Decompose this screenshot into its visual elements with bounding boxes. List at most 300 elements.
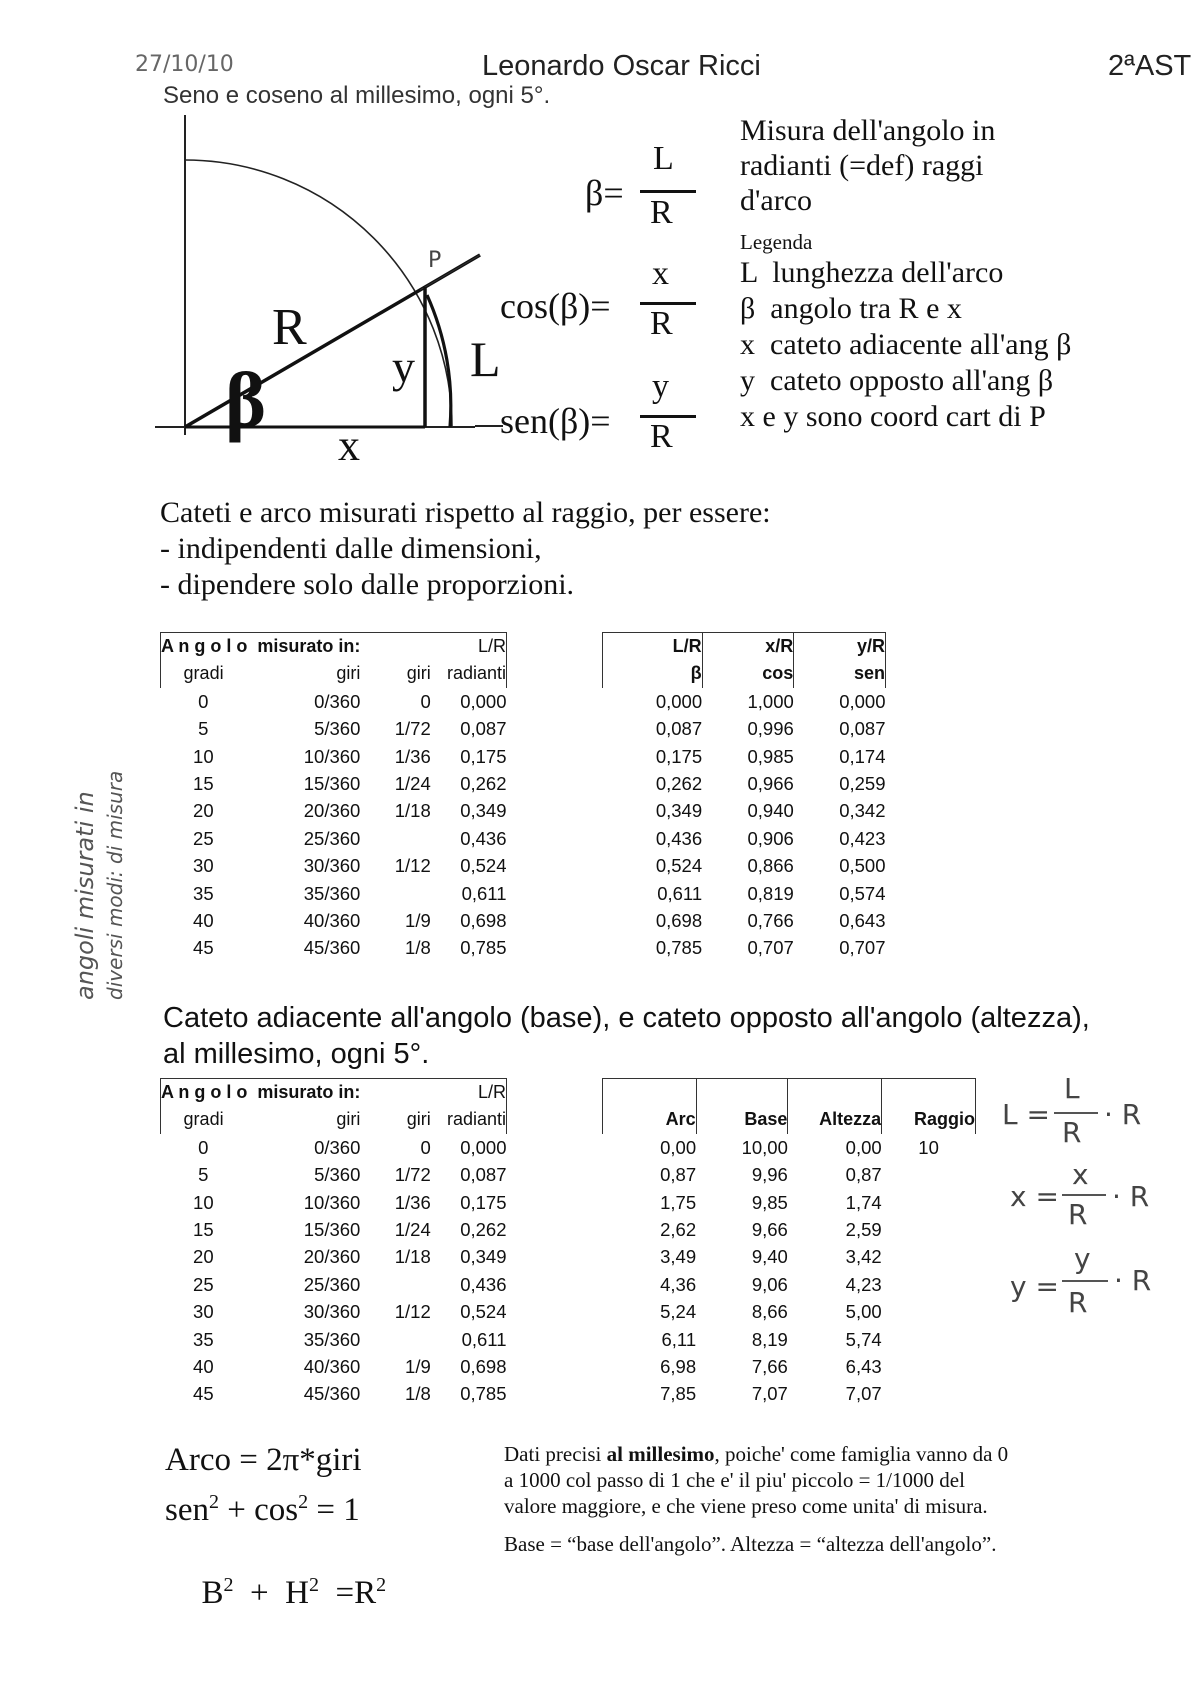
table-cell: 0 [420, 1136, 431, 1158]
table-row [603, 934, 886, 961]
hand-L-lhs: L = [1002, 1098, 1050, 1131]
angles-title-lr: L/R [431, 633, 507, 661]
table-cell: 6,11 [661, 1328, 697, 1350]
table-cell: 2,62 [660, 1219, 697, 1241]
col2-header-giri-2: giri [406, 1109, 431, 1130]
id-R-exp: 2 [376, 1574, 387, 1596]
table-row [161, 1353, 507, 1380]
angles2-table-title [161, 1079, 361, 1107]
hand-formula-L [1002, 1072, 1182, 1152]
raggio-cell [882, 1243, 976, 1270]
ratio-header-xr [702, 633, 794, 661]
table-cell: 30/360 [303, 1301, 361, 1323]
table-cell: 45/360 [303, 937, 361, 959]
label-beta: β [225, 356, 267, 443]
margin-note-line-1: angoli misurati in [71, 791, 99, 1000]
table-cell: 1/24 [394, 1219, 431, 1241]
angles-title-a: A n g o l o [161, 636, 248, 656]
note-line-2: a 1000 col passo di 1 che e' il piu' piccolo = 1/1000 del [504, 1468, 965, 1492]
ratio-header-cos [702, 660, 794, 687]
table-cell: 0/360 [314, 690, 361, 712]
table-cell: 0,643 [839, 910, 886, 932]
table-cell: 10 [193, 1191, 214, 1213]
hand-formula-x [1010, 1158, 1180, 1238]
table-cell: 0,707 [839, 937, 886, 959]
ratio-header-xr-text: x/R [765, 636, 794, 656]
ratios-table [602, 632, 886, 962]
formula-beta-lhs: β= [585, 173, 624, 213]
table-row [161, 715, 507, 742]
hand-y-num: y [1074, 1242, 1091, 1275]
table-cell: 1,000 [747, 690, 794, 712]
raggio-cell [882, 1216, 976, 1243]
ratio-header-beta [603, 660, 703, 687]
table-cell: 0,906 [747, 827, 794, 849]
table-cell: 15 [193, 1219, 214, 1241]
angles-table-2-body [161, 1134, 507, 1408]
table-cell [360, 825, 430, 852]
sizes-header-arc-text: Arc [665, 1109, 696, 1130]
angles2-empty-cell [360, 1079, 430, 1107]
table-row [603, 715, 886, 742]
formula-cos-den: R [650, 305, 673, 342]
angles-table-2 [160, 1078, 507, 1408]
table-cell: 5 [198, 718, 209, 740]
table-cell: 7,85 [660, 1383, 697, 1405]
definition-line-3: d'arco [740, 184, 813, 217]
table-cell: 0,866 [747, 855, 794, 877]
sizes-header-empty-3 [788, 1079, 882, 1107]
table-cell: 0,785 [460, 1383, 507, 1405]
angles-table-body [161, 688, 507, 962]
sizes-header-raggio [882, 1106, 976, 1133]
table-row [161, 1380, 507, 1407]
table-cell: 0,500 [839, 855, 886, 877]
class-label: 2ªAST [1108, 50, 1192, 82]
table-cell: 0,611 [657, 882, 703, 904]
label-R: R [272, 299, 307, 356]
sizes-header-empty-1 [603, 1079, 697, 1107]
table-cell: 8,66 [751, 1301, 788, 1323]
page-subtitle: Seno e coseno al millesimo, ogni 5°. [163, 82, 551, 109]
table-row [603, 1298, 976, 1325]
sizes-table [602, 1078, 976, 1408]
table-row [603, 907, 886, 934]
legend-item-x: x cateto adiacente all'ang β [740, 328, 1072, 361]
col-header-radianti: radianti [431, 660, 507, 687]
angles-title-b: misurato in: [257, 636, 361, 656]
legend-item-y: y cateto opposto all'ang β [740, 364, 1054, 397]
table-cell: 0,698 [460, 1356, 507, 1378]
id-R: =R [318, 1575, 377, 1611]
table-cell: 40/360 [303, 1356, 361, 1378]
sizes-header-base-text: Base [744, 1109, 788, 1130]
table-cell: 1/12 [394, 855, 431, 877]
table-row [603, 1189, 976, 1216]
table-cell: 45 [193, 1383, 214, 1405]
table-cell [360, 1326, 430, 1353]
table-cell: 0,985 [747, 745, 794, 767]
table-cell: 0,766 [747, 910, 794, 932]
intro-line-3: - dipendere solo dalle proporzioni. [160, 568, 575, 601]
table-row [161, 907, 507, 934]
hand-L-mul: · R [1104, 1098, 1142, 1131]
table-row [603, 1380, 976, 1407]
table-cell: 0,349 [655, 800, 703, 822]
table-cell: 0,436 [460, 827, 507, 849]
ratio-header-cos-text: cos [762, 663, 794, 684]
angles2-title-lr: L/R [431, 1079, 507, 1107]
table-cell: 9,85 [751, 1191, 788, 1213]
table-cell: 1/18 [394, 1246, 431, 1268]
arc-L-segment [427, 295, 451, 427]
table-cell: 1/36 [394, 1191, 431, 1213]
table-row [603, 743, 886, 770]
table-cell: 0,707 [747, 937, 794, 959]
table-cell: 10 [193, 745, 214, 767]
table-cell: 0,436 [460, 1273, 507, 1295]
table-row [603, 880, 886, 907]
definition-line-2: radianti (=def) raggi [740, 149, 984, 182]
table-cell: 1/8 [405, 937, 431, 959]
table-cell: 0,175 [460, 745, 507, 767]
formula-beta-bar [640, 190, 696, 193]
angles-empty-cell [360, 633, 430, 661]
table-cell: 0,000 [460, 690, 507, 712]
angles2-title-a: A n g o l o [161, 1082, 248, 1102]
raggio-cell [882, 1380, 976, 1407]
id-B: B [201, 1575, 224, 1611]
table-cell: 10/360 [303, 1191, 361, 1213]
hand-x-den: R [1068, 1198, 1088, 1231]
label-y: y [392, 341, 415, 392]
table-cell: 45 [193, 937, 214, 959]
table-row [603, 1161, 976, 1188]
intro-line-1: Cateti e arco misurati rispetto al raggio, per essere: [160, 496, 771, 529]
formula-cos-lhs: cos(β)= [500, 286, 611, 326]
hand-y-lhs: y = [1010, 1270, 1059, 1303]
table-cell: 0,000 [655, 690, 703, 712]
col-header-giri-1: giri [336, 663, 361, 684]
sizes-header-empty-4 [882, 1079, 976, 1107]
table-row [603, 797, 886, 824]
table-row [161, 1189, 507, 1216]
table-cell: 1/8 [405, 1383, 431, 1405]
sizes-header-altezza-text: Altezza [819, 1109, 882, 1130]
table-row [161, 688, 507, 715]
table-cell: 40 [193, 1356, 214, 1378]
raggio-cell [882, 1161, 976, 1188]
table-row [603, 1243, 976, 1270]
table-cell: 5/360 [314, 1164, 361, 1186]
table-cell: 0,000 [839, 690, 886, 712]
table-cell: 35 [193, 1328, 214, 1350]
table-cell: 30 [193, 1301, 214, 1323]
table-cell: 0,259 [839, 773, 886, 795]
table-cell: 25/360 [303, 1273, 361, 1295]
table-cell: 0,349 [460, 1246, 507, 1268]
table-cell: 15/360 [303, 773, 361, 795]
table-cell: 40/360 [303, 910, 361, 932]
table-cell: 2,59 [845, 1219, 882, 1241]
table-row [161, 770, 507, 797]
table-row [161, 1326, 507, 1353]
table-cell: 0,175 [655, 745, 703, 767]
table-cell: 20/360 [303, 1246, 361, 1268]
id-eq1: = 1 [308, 1492, 360, 1528]
table-cell: 0,423 [839, 827, 886, 849]
formula-sen-num: y [652, 368, 669, 405]
table-cell: 1/9 [405, 910, 431, 932]
label-P: P [428, 248, 442, 273]
hand-L-bar [1054, 1112, 1098, 1114]
id-B-exp: 2 [223, 1574, 234, 1596]
table-row [161, 1161, 507, 1188]
section2-heading [163, 1000, 1090, 1072]
ratio-header-yr-text: y/R [856, 636, 885, 656]
table-cell: 25 [193, 827, 214, 849]
table-cell: 0,524 [460, 855, 507, 877]
ratio-header-lr [603, 633, 703, 661]
formula-beta-num: L [653, 140, 674, 177]
table-cell: 35/360 [303, 882, 361, 904]
author-name: Leonardo Oscar Ricci [482, 50, 761, 82]
table-cell: 0,00 [660, 1136, 697, 1158]
id-sen-exp: 2 [209, 1491, 219, 1513]
id-cos-exp: 2 [298, 1491, 309, 1513]
note-line-4: Base = “base dell'angolo”. Altezza = “altezza dell'angolo”. [504, 1532, 997, 1556]
table-row [603, 1353, 976, 1380]
section2-line-2: al millesimo, ogni 5°. [163, 1038, 430, 1070]
col-header-giri-2: giri [406, 663, 431, 684]
table-cell: 0,785 [655, 937, 703, 959]
table-cell: 30/360 [303, 855, 361, 877]
table-cell: 15 [193, 773, 214, 795]
note-line-3: valore maggiore, e che viene preso come unita' di misura. [504, 1494, 988, 1518]
table-cell: 0,524 [655, 855, 703, 877]
triangle-diagram [150, 115, 500, 475]
table-cell: 45/360 [303, 1383, 361, 1405]
table-cell: 1/72 [394, 718, 431, 740]
table-cell: 0,996 [747, 718, 794, 740]
hand-L-num: L [1064, 1072, 1080, 1105]
table-cell: 7,66 [751, 1356, 788, 1378]
angles-table-title [161, 633, 361, 661]
table-cell: 20 [193, 1246, 214, 1268]
table-cell: 1,74 [845, 1191, 882, 1213]
intro-line-2: - indipendenti dalle dimensioni, [160, 532, 542, 565]
table-cell: 7,07 [845, 1383, 882, 1405]
identity-arc: Arco = 2π*giri [165, 1442, 362, 1478]
col-header-gradi: gradi [161, 660, 247, 687]
raggio-cell [882, 1271, 976, 1298]
label-x: x [338, 421, 360, 470]
ratio-header-sen-text: sen [853, 663, 885, 684]
hand-y-mul: · R [1114, 1264, 1152, 1297]
table-cell: 1/9 [405, 1356, 431, 1378]
table-cell: 20 [193, 800, 214, 822]
sizes-header-base [696, 1106, 788, 1133]
table-row [161, 1243, 507, 1270]
raggio-cell: 10 [918, 1136, 939, 1158]
table-row [603, 852, 886, 879]
ratios-table-body [603, 688, 886, 962]
table-cell: 0,174 [839, 745, 886, 767]
formula-sen-den: R [650, 418, 673, 455]
table-cell: 0,611 [461, 882, 507, 904]
table-cell: 0,698 [460, 910, 507, 932]
table-cell: 0,087 [460, 718, 507, 740]
definition-line-1: Misura dell'angolo in [740, 114, 996, 147]
legend-item-L: L lunghezza dell'arco [740, 256, 1004, 289]
table-cell: 7,07 [751, 1383, 788, 1405]
table-cell: 1/36 [394, 745, 431, 767]
table-cell: 5/360 [314, 718, 361, 740]
table-cell: 5,74 [845, 1328, 882, 1350]
legend-item-beta: β angolo tra R e x [740, 292, 962, 325]
table-cell: 0,87 [660, 1164, 697, 1186]
identity-bhr [185, 1525, 386, 1613]
table-cell: 0 [198, 690, 209, 712]
col2-header-gradi: gradi [161, 1106, 247, 1133]
table-row [161, 934, 507, 961]
margin-note [70, 610, 130, 1000]
table-cell: 1/18 [394, 800, 431, 822]
hand-x-num: x [1072, 1158, 1089, 1191]
table-cell: 9,06 [751, 1273, 788, 1295]
table-cell: 10/360 [303, 745, 361, 767]
table-cell: 25/360 [303, 827, 361, 849]
table-cell: 0,87 [845, 1164, 882, 1186]
table-cell: 4,23 [845, 1273, 882, 1295]
id-sen: sen [165, 1492, 209, 1528]
table-row [161, 1298, 507, 1325]
table-row [161, 880, 507, 907]
table-cell: 5,24 [660, 1301, 697, 1323]
sizes-header-arc [603, 1106, 697, 1133]
angles2-title-b: misurato in: [257, 1082, 361, 1102]
sizes-header-empty-2 [696, 1079, 788, 1107]
table-cell: 15/360 [303, 1219, 361, 1241]
raggio-cell [882, 1298, 976, 1325]
table-cell: 0,966 [747, 773, 794, 795]
ratio-header-beta-text: β [690, 663, 702, 684]
table-cell: 0,087 [655, 718, 703, 740]
hand-L-den: R [1062, 1116, 1082, 1149]
table-row [161, 1271, 507, 1298]
formula-cos-num: x [652, 255, 669, 292]
table-cell: 1/72 [394, 1164, 431, 1186]
id-H: + H [233, 1575, 309, 1611]
table-row [603, 1271, 976, 1298]
table-cell: 0,342 [839, 800, 886, 822]
table-cell: 40 [193, 910, 214, 932]
table-cell: 0,940 [747, 800, 794, 822]
ratio-header-sen [794, 660, 886, 687]
label-L: L [470, 331, 501, 387]
table-row [161, 743, 507, 770]
sizes-header-altezza [788, 1106, 882, 1133]
table-cell: 0,00 [845, 1136, 882, 1158]
table-cell: 1/12 [394, 1301, 431, 1323]
table-cell: 4,36 [660, 1273, 697, 1295]
table-cell: 0 [198, 1136, 209, 1158]
hand-y-bar [1062, 1280, 1108, 1282]
table-cell: 10,00 [741, 1136, 788, 1158]
table-cell: 0,262 [460, 1219, 507, 1241]
table-row [603, 1134, 976, 1161]
table-cell: 25 [193, 1273, 214, 1295]
id-H-exp: 2 [308, 1574, 319, 1596]
table-cell [360, 880, 430, 907]
raggio-cell [882, 1189, 976, 1216]
table-cell: 9,66 [751, 1219, 788, 1241]
note-p1-c: , poiche' come famiglia vanno da 0 [714, 1442, 1009, 1466]
sizes-table-body [603, 1134, 976, 1408]
formula-sen-lhs: sen(β)= [500, 401, 611, 441]
id-cos: + cos [219, 1492, 299, 1528]
table-cell: 3,49 [660, 1246, 697, 1268]
table-row [161, 852, 507, 879]
table-cell [360, 1271, 430, 1298]
ratio-header-yr [794, 633, 886, 661]
hand-y-den: R [1068, 1286, 1088, 1319]
table-cell: 0,087 [460, 1164, 507, 1186]
table-cell: 35/360 [303, 1328, 361, 1350]
table-cell: 0,436 [655, 827, 703, 849]
angles-table [160, 632, 507, 962]
table-row [161, 825, 507, 852]
raggio-cell [882, 1353, 976, 1380]
handwritten-date: 27/10/10 [135, 52, 234, 77]
table-row [603, 688, 886, 715]
hand-formula-y [1010, 1242, 1180, 1332]
table-row [603, 825, 886, 852]
table-cell: 0,611 [461, 1328, 507, 1350]
precision-note [504, 1441, 1144, 1557]
table-cell: 0,574 [839, 882, 886, 904]
table-cell: 0,785 [460, 937, 507, 959]
table-cell: 30 [193, 855, 214, 877]
table-row [161, 797, 507, 824]
table-cell: 1,75 [660, 1191, 697, 1213]
table-row [603, 1216, 976, 1243]
table-cell: 6,43 [845, 1356, 882, 1378]
hand-x-lhs: x = [1010, 1180, 1059, 1213]
table-cell: 0,087 [839, 718, 886, 740]
margin-note-line-2: diversi modi: di misura [103, 770, 127, 1000]
table-cell: 0,262 [655, 773, 703, 795]
table-cell: 0 [420, 690, 431, 712]
note-line-1 [504, 1441, 1144, 1467]
table-cell: 0,698 [655, 910, 703, 932]
table-cell: 20/360 [303, 800, 361, 822]
table-cell: 3,42 [845, 1246, 882, 1268]
legend-item-coords: x e y sono coord cart di P [740, 400, 1046, 433]
formula-beta-den: R [650, 194, 673, 231]
col2-header-giri-1: giri [336, 1109, 361, 1130]
hand-x-mul: · R [1112, 1180, 1150, 1213]
table-row [161, 1216, 507, 1243]
legend-title: Legenda [740, 230, 813, 254]
hand-x-bar [1062, 1194, 1106, 1196]
table-cell: 5,00 [845, 1301, 882, 1323]
sen-axis-extension [475, 425, 503, 427]
ratio-header-lr-text: L/R [672, 636, 702, 656]
table-cell: 9,96 [751, 1164, 788, 1186]
table-cell: 0,000 [460, 1136, 507, 1158]
table-row [603, 770, 886, 797]
